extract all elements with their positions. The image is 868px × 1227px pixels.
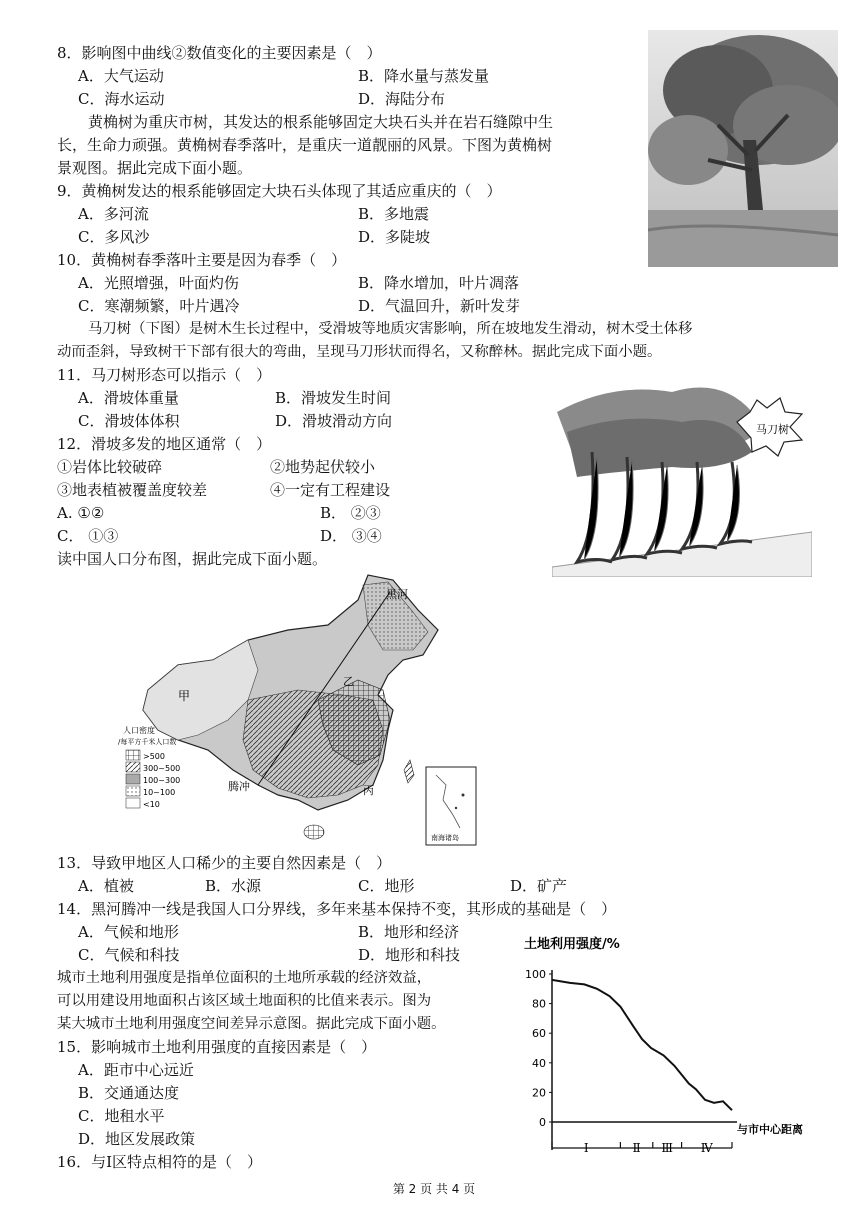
q10-option-a: A．光照增强，叶面灼伤: [78, 274, 239, 292]
chart-xlabel: 与市中心距离: [737, 1123, 803, 1136]
chart-zone-label: Ⅲ: [661, 1141, 673, 1155]
map-label-bing: 丙: [363, 784, 374, 797]
q16-stem: 16．与Ⅰ区特点相符的是（ ）: [57, 1153, 263, 1171]
q13-stem: 13．导致甲地区人口稀少的主要自然因素是（ ）: [57, 854, 392, 872]
q12-option-c: C． ①③: [57, 527, 119, 545]
q9-option-d: D．多陡坡: [358, 228, 431, 246]
q9-option-a: A．多河流: [78, 205, 149, 223]
tree-passage-line-3: 景观图。据此完成下面小题。: [57, 159, 253, 177]
q12-option-d: D． ③④: [320, 527, 382, 545]
q13-option-d: D．矿产: [510, 877, 568, 895]
map-intro: 读中国人口分布图，据此完成下面小题。: [57, 550, 328, 568]
knife-passage-line-2: 动而歪斜，导致树干下部有很大的弯曲，呈现马刀形状而得名，又称醉林。据此完成下面小题。: [57, 344, 662, 360]
chart-ytick-label: 40: [532, 1056, 546, 1070]
chart-zone-label: Ⅳ: [700, 1141, 713, 1155]
knife-tree-illustration: [552, 372, 812, 577]
q13-option-a: A．植被: [78, 877, 134, 895]
q15-option-b: B．交通通达度: [78, 1084, 180, 1102]
chart-ytick-label: 20: [532, 1086, 546, 1100]
land-passage-line-3: 某大城市土地利用强度空间差异示意图。据此完成下面小题。: [57, 1016, 446, 1032]
map-label-jia: 甲: [178, 689, 191, 703]
q15-option-d: D．地区发展政策: [78, 1130, 196, 1148]
q12-statement-1: ①岩体比较破碎: [57, 458, 163, 476]
legend-title-1: 人口密度: [123, 726, 155, 735]
map-label-yi: 乙: [343, 675, 354, 688]
map-label-tengchong: 腾冲: [228, 780, 250, 793]
q10-option-d: D．气温回升，新叶发芽: [358, 297, 521, 315]
q8-stem: 8．影响图中曲线②数值变化的主要因素是（ ）: [57, 44, 382, 62]
q11-option-d: D．滑坡滑动方向: [275, 412, 393, 430]
legend-item-4: 10~100: [143, 788, 176, 797]
chart-ytick-label: 60: [532, 1027, 546, 1041]
china-population-map: [118, 570, 488, 850]
map-inset-label: 南海诸岛: [431, 834, 459, 842]
q10-stem: 10．黄桷树春季落叶主要是因为春季（ ）: [57, 251, 347, 269]
land-passage-line-2: 可以用建设用地面积占该区域土地面积的比值来表示。图为: [57, 993, 432, 1009]
q14-option-b: B．地形和经济: [358, 923, 460, 941]
legend-item-3: 100~300: [143, 776, 181, 785]
q9-option-b: B．多地震: [358, 205, 430, 223]
q12-statement-2: ②地势起伏较小: [270, 458, 376, 476]
q15-option-c: C．地租水平: [78, 1107, 165, 1125]
q15-option-a: A．距市中心远近: [78, 1061, 194, 1079]
q12-option-a: A. ①②: [57, 504, 105, 522]
map-label-heihe: 黑河: [386, 588, 408, 601]
banyan-tree-photo: [648, 30, 838, 267]
tree-passage-line-2: 长，生命力顽强。黄桷树春季落叶，是重庆一道靓丽的风景。下图为黄桷树: [57, 136, 553, 154]
chart-ytick-label: 0: [539, 1116, 546, 1129]
q8-option-c: C．海水运动: [78, 90, 165, 108]
q12-stem: 12．滑坡多发的地区通常（ ）: [57, 435, 272, 453]
q13-option-b: B．水源: [205, 877, 262, 895]
q14-option-d: D．地形和科技: [358, 946, 461, 964]
q14-stem: 14．黑河腾冲一线是我国人口分界线，多年来基本保持不变，其形成的基础是（ ）: [57, 900, 617, 918]
q12-option-b: B． ②③: [320, 504, 381, 522]
chart-ylabel: 土地利用强度/%: [524, 937, 620, 952]
q11-option-b: B．滑坡发生时间: [275, 389, 392, 407]
legend-item-1: >500: [143, 752, 165, 761]
land-use-chart: [512, 928, 832, 1160]
land-passage-line-1: 城市土地利用强度是指单位面积的土地所承载的经济效益，: [57, 970, 432, 986]
chart-ytick-label: 80: [532, 997, 546, 1011]
q11-stem: 11．马刀树形态可以指示（ ）: [57, 366, 272, 384]
q9-stem: 9．黄桷树发达的根系能够固定大块石头体现了其适应重庆的（ ）: [57, 182, 502, 200]
q14-option-a: A．气候和地形: [78, 923, 179, 941]
q10-option-c: C．寒潮频繁，叶片遇冷: [78, 297, 240, 315]
legend-title-2: /每平方千米人口数: [118, 738, 177, 746]
q14-option-c: C．气候和科技: [78, 946, 180, 964]
q9-option-c: C．多风沙: [78, 228, 150, 246]
knife-tree-label: 马刀树: [756, 423, 789, 436]
legend-item-2: 300~500: [143, 764, 181, 773]
page-footer: 第 2 页 共 4 页: [392, 1182, 476, 1196]
q8-option-b: B．降水量与蒸发量: [358, 67, 490, 85]
q12-statement-4: ④一定有工程建设: [270, 481, 391, 499]
q8-option-d: D．海陆分布: [358, 90, 446, 108]
q10-option-b: B．降水增加，叶片凋落: [358, 274, 520, 292]
q12-statement-3: ③地表植被覆盖度较差: [57, 481, 208, 499]
legend-item-5: <10: [143, 800, 160, 809]
chart-zone-label: Ⅰ: [583, 1141, 589, 1155]
q15-stem: 15．影响城市土地利用强度的直接因素是（ ）: [57, 1038, 377, 1056]
chart-series-line: [552, 980, 732, 1110]
q8-option-a: A．大气运动: [78, 67, 164, 85]
tree-passage-line-1: 黄桷树为重庆市树，其发达的根系能够固定大块石头并在岩石缝隙中生: [88, 113, 554, 131]
q11-option-c: C．滑坡体体积: [78, 412, 180, 430]
knife-passage-line-1: 马刀树（下图）是树木生长过程中，受滑坡等地质灾害影响，所在坡地发生滑动，树木受土体移: [88, 321, 693, 337]
q13-option-c: C．地形: [358, 877, 415, 895]
chart-zone-label: Ⅱ: [632, 1141, 641, 1155]
chart-ytick-label: 100: [525, 968, 546, 981]
q11-option-a: A．滑坡体重量: [78, 389, 179, 407]
